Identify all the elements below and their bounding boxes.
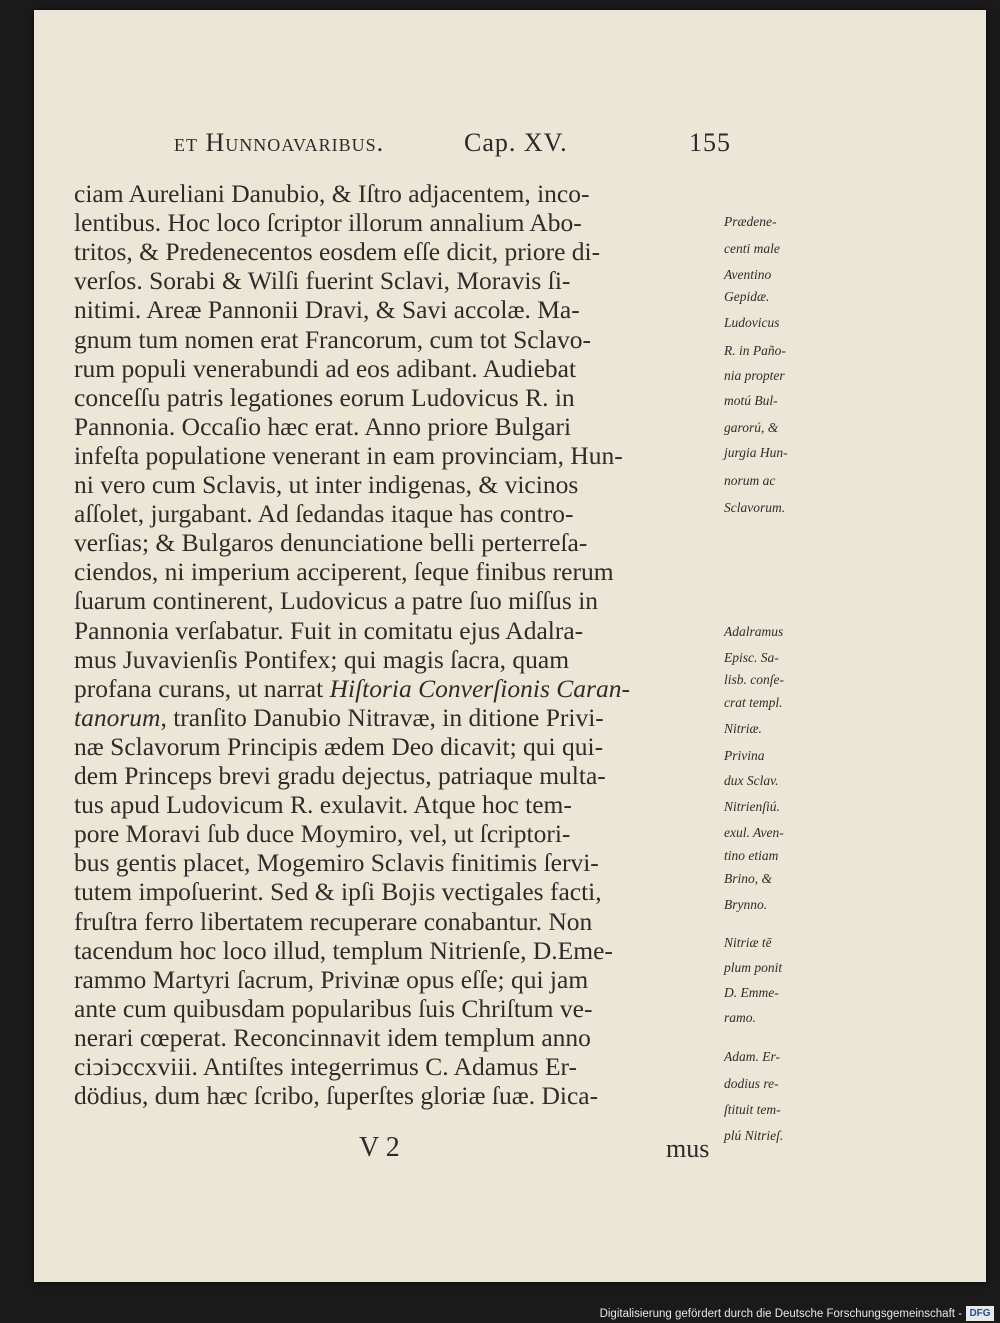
text-run: , tranſito Danubio Nitravæ, in ditione Privi- [160,702,604,732]
text-line: lentibus. Hoc loco ſcriptor illorum annalium Abo- [74,208,582,238]
margin-note-line: Nitriæ. [724,721,762,736]
margin-note-line: Adam. Er- [724,1049,780,1064]
margin-note-line: Gepidæ. [724,289,770,304]
text-line: ſuarum continerent, Ludovicus a patre ſuo miſſus in [74,586,599,616]
text-line: conceſſu patris legationes eorum Ludovicus R. in [74,382,575,412]
text-line: aſſolet, jurgabant. Ad ſedandas itaque has contro- [74,499,574,529]
page-number: 155 [689,128,731,157]
italic-title: tanorum [74,702,161,732]
text-line: ante cum quibusdam popularibus ſuis Chriſtum ve- [74,993,593,1023]
text-line: ciendos, ni imperium acciperent, ſeque finibus rerum [74,557,614,587]
text-line: fruſtra ferro libertatem recuperare conabantur. Non [74,906,593,936]
text-line: Pannonia. Occaſio hæc erat. Anno priore Bulgari [74,411,572,441]
text-line: rammo Martyri ſacrum, Privinæ opus eſſe; qui jam [74,964,589,994]
margin-note-line: Brynno. [724,897,768,912]
text-line: mus Juvavienſis Pontifex; qui magis ſacra, quam [74,644,570,674]
margin-note-line: Nitrienſiú. [724,799,780,814]
margin-note-line: R. in Paño- [724,343,786,358]
margin-note-line: ramo. [724,1010,756,1025]
margin-note-line: nia propter [724,368,785,383]
text-line: tus apud Ludovicum R. exulavit. Atque hoc tem- [74,790,572,820]
italic-title: Hiſtoria Converſionis Caran- [329,673,630,703]
text-line: nerari cœperat. Reconcinnavit idem templum anno [74,1022,591,1052]
text-line: dödius, dum hæc ſcribo, ſuperſtes gloriæ ſuæ. Dica- [74,1081,599,1111]
text-line: nitimi. Areæ Pannonii Dravi, & Savi accolæ. Ma- [74,295,580,325]
margin-note-line: Prædene- [724,214,777,229]
margin-note-line: exul. Aven- [724,825,784,840]
text-line: infeſta populatione venerant in eam provinciam, Hun- [74,440,623,470]
margin-note-line: dodius re- [724,1076,779,1091]
margin-note-line: norum ac [724,473,776,488]
margin-note-line: ſtituit tem- [724,1102,781,1117]
margin-note-line: D. Emme- [724,985,779,1000]
text-line: dem Princeps brevi gradu dejectus, patriaque multa- [74,761,606,790]
margin-note-line: jurgia Hun- [724,445,788,460]
catchword: mus [666,1134,710,1163]
text-run: profana curans, ut narrat [74,673,330,703]
text-line: pore Moravi ſub duce Moymiro, vel, ut ſcriptori- [74,819,571,849]
signature-mark: V 2 [359,1132,400,1163]
footer-credit: Digitalisierung gefördert durch die Deutsche Forschungsgemeinschaft - [599,1308,962,1320]
text-line: tutem impoſuerint. Sed & ipſi Bojis vectigales facti, [74,877,602,907]
text-line: Pannonia verſabatur. Fuit in comitatu ejus Adalra- [74,615,584,645]
text-line: gnum tum nomen erat Francorum, cum tot Sclavo- [74,324,591,354]
text-line: ciↄiↄccxviii. Antiſtes integerrimus C. Adamus Er- [74,1052,578,1081]
text-line [74,704,604,732]
text-line [74,675,630,703]
dfg-logo: DFG [966,1306,994,1321]
text-line: verſos. Sorabi & Wilſi fuerint Sclavi, Moravis ſi- [74,266,571,296]
text-line: bus gentis placet, Mogemiro Sclavis finitimis ſervi- [74,848,599,878]
margin-note-line: Sclavorum. [724,500,786,515]
margin-note-line: Adalramus [724,624,784,639]
running-head-text: et Hunnoavaribus. [174,128,385,157]
margin-note-line: motú Bul- [724,393,778,408]
book-page [34,10,986,1282]
margin-note-line: Nitriæ tē [724,935,772,950]
text-line: tacendum hoc loco illud, templum Nitrienſe, D.Eme- [74,935,613,965]
text-line: rum populi venerabundi ad eos adibant. Audiebat [74,353,577,383]
margin-note-line: crat templ. [724,695,783,710]
margin-note-line: tino etiam [724,848,779,863]
text-line: verſias; & Bulgaros denunciatione belli perterreſa- [74,528,588,558]
running-head-chapter: Cap. XV. [464,128,568,157]
margin-note-line: lisb. conſe- [724,672,784,687]
margin-note-line: garorú, & [724,420,779,435]
margin-note-line: dux Sclav. [724,773,779,788]
text-line: tritos, & Predenecentos eosdem eſſe dicit, priore di- [74,237,601,267]
margin-note-line: Aventino [724,267,772,282]
margin-note-line: plú Nitrieſ. [724,1128,784,1143]
margin-note-line: Episc. Sa- [724,650,779,665]
margin-note-line: centi male [724,241,780,256]
running-head-title [174,128,384,158]
text-line: ni vero cum Sclavis, ut inter indigenas, & vicinos [74,470,579,499]
margin-note-line: Privina [724,748,765,763]
text-line: næ Sclavorum Principis ædem Deo dicavit; qui qui- [74,731,604,761]
text-line: ciam Aureliani Danubio, & Iſtro adjacentem, inco- [74,179,590,208]
margin-note-line: Ludovicus [724,315,780,330]
margin-note-line: Brino, & [724,871,773,886]
margin-note-line: plum ponit [724,960,783,975]
